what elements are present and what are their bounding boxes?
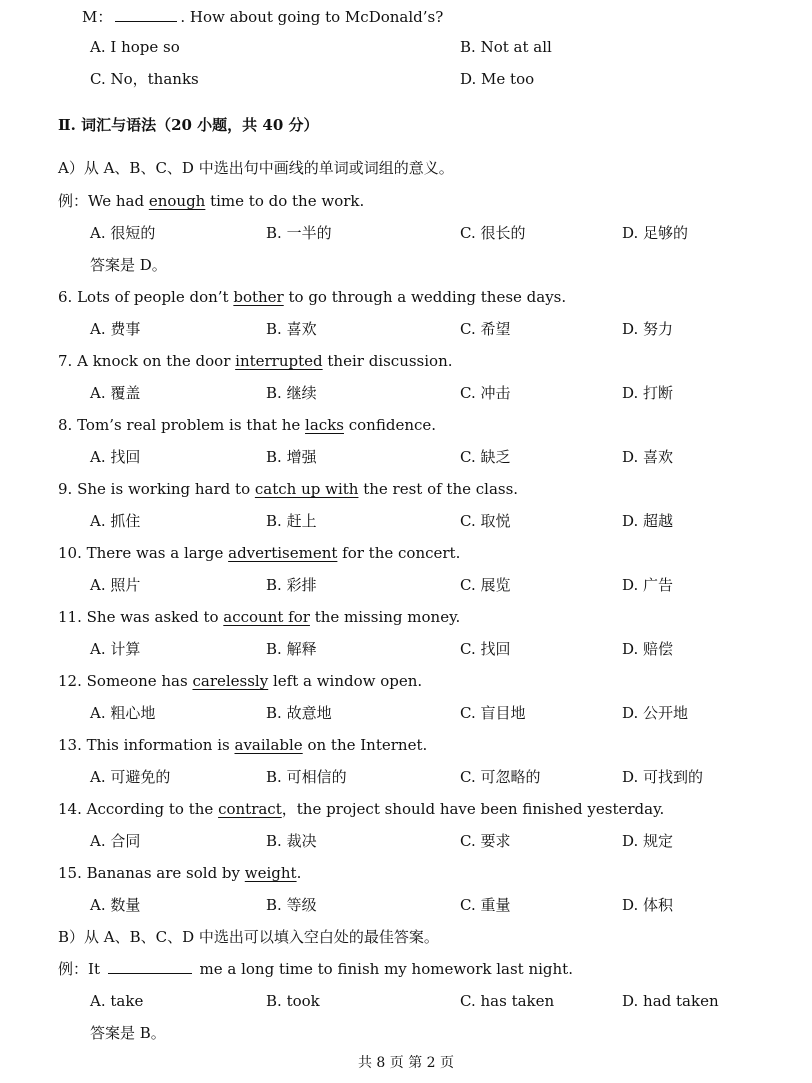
speaker-label: M： <box>82 8 113 26</box>
question-options <box>0 892 812 918</box>
option-c: C. 缺乏 <box>460 448 511 466</box>
option-b: B. 故意地 <box>266 704 332 722</box>
question-stem: 10. There was a large advertisement for the concert. <box>58 544 461 562</box>
underlined-word: advertisement <box>228 544 338 562</box>
option-c: C. 展览 <box>460 576 511 594</box>
option-a: A. 抓住 <box>90 512 141 530</box>
question-options <box>0 316 812 342</box>
underlined-word: lacks <box>305 416 344 434</box>
option-d: D. 超越 <box>622 512 674 530</box>
option-c: C. 重量 <box>460 896 511 914</box>
option-c: C. 盲目地 <box>460 704 526 722</box>
option-d: D. 可找到的 <box>622 768 704 786</box>
question-options <box>0 508 812 534</box>
option-d: D. 努力 <box>622 320 674 338</box>
option-a: A. 数量 <box>90 896 141 914</box>
question-number: 14. <box>58 800 82 818</box>
question-options <box>0 380 812 406</box>
option-d: D. 广告 <box>622 576 674 594</box>
question-options <box>0 444 812 470</box>
question-stem: 9. She is working hard to catch up with the rest of the class. <box>58 480 519 498</box>
underlined-word: carelessly <box>192 672 269 690</box>
question-options <box>0 764 812 790</box>
option-c: C. 找回 <box>460 640 511 658</box>
option-c: C. 要求 <box>460 832 511 850</box>
option-c: C. No，thanks <box>90 70 199 88</box>
option-d: D. had taken <box>622 992 719 1010</box>
option-c: C. 很长的 <box>460 224 526 242</box>
part-b-example-answer: 答案是 B。 <box>90 1024 166 1042</box>
part-a-example-options <box>0 220 812 246</box>
option-a: A. I hope so <box>90 38 180 56</box>
question-stem: 11. She was asked to account for the missing money. <box>58 608 461 626</box>
option-b: B. 喜欢 <box>266 320 317 338</box>
option-c: C. 可忽略的 <box>460 768 541 786</box>
example-label: 例： <box>58 960 89 978</box>
option-c: C. 取悦 <box>460 512 511 530</box>
option-d: D. 规定 <box>622 832 674 850</box>
option-c: C. has taken <box>460 992 555 1010</box>
underlined-word: bother <box>233 288 284 306</box>
underlined-word: catch up with <box>254 480 359 498</box>
option-d: D. 喜欢 <box>622 448 674 466</box>
option-a: A. 计算 <box>90 640 141 658</box>
option-b: B. 解释 <box>266 640 317 658</box>
question-number: 10. <box>58 544 82 562</box>
option-b: B. 继续 <box>266 384 317 402</box>
underlined-word: weight <box>244 864 297 882</box>
dialog-line <box>0 4 812 30</box>
answer-blank <box>108 956 192 974</box>
dialog-text: . How about going to McDonald’s? <box>180 8 444 26</box>
question-stem: 8. Tom’s real problem is that he lacks confidence. <box>58 416 437 434</box>
underlined-word: contract <box>218 800 282 818</box>
option-d: D. 赔偿 <box>622 640 674 658</box>
part-b-example-options <box>0 988 812 1014</box>
question-number: 9. <box>58 480 73 498</box>
question-number: 13. <box>58 736 82 754</box>
part-a-instruction: A）从 A、B、C、D 中选出句中画线的单词或词组的意义。 <box>58 159 454 177</box>
option-b: B. took <box>266 992 320 1010</box>
part-a-example: 例：We had enough time to do the work. <box>58 192 365 210</box>
question-options <box>0 700 812 726</box>
dialog-options-row-1 <box>0 34 812 60</box>
option-d: D. 足够的 <box>622 224 689 242</box>
underlined-word: interrupted <box>235 352 323 370</box>
option-c: C. 冲击 <box>460 384 511 402</box>
option-b: B. 一半的 <box>266 224 332 242</box>
question-options <box>0 572 812 598</box>
option-d: D. 体积 <box>622 896 674 914</box>
question-stem: 14. According to the contract，the project should have been finished yesterday. <box>58 800 665 818</box>
question-number: 7. <box>58 352 73 370</box>
option-b: B. 裁决 <box>266 832 317 850</box>
question-options <box>0 828 812 854</box>
section-title: Ⅱ. 词汇与语法（20 小题，共 40 分） <box>58 116 319 134</box>
page-footer: 共 8 页 第 2 页 <box>357 1055 455 1071</box>
underlined-word: available <box>234 736 303 754</box>
question-stem: 6. Lots of people don’t bother to go through a wedding these days. <box>58 288 567 306</box>
option-a: A. 合同 <box>90 832 141 850</box>
option-a: A. 粗心地 <box>90 704 156 722</box>
option-a: A. take <box>90 992 144 1010</box>
underlined-word: enough <box>148 192 206 210</box>
dialog-options-row-2 <box>0 66 812 92</box>
example-label: 例： <box>58 192 89 210</box>
question-number: 12. <box>58 672 82 690</box>
option-c: C. 希望 <box>460 320 511 338</box>
option-a: A. 覆盖 <box>90 384 141 402</box>
question-stem: 15. Bananas are sold by weight. <box>58 864 302 882</box>
answer-blank <box>115 4 177 22</box>
option-a: A. 可避免的 <box>90 768 171 786</box>
question-number: 8. <box>58 416 73 434</box>
question-number: 6. <box>58 288 73 306</box>
option-b: B. Not at all <box>460 38 552 56</box>
option-b: B. 彩排 <box>266 576 317 594</box>
question-stem: 13. This information is available on the Internet. <box>58 736 428 754</box>
option-d: D. 打断 <box>622 384 674 402</box>
part-b-example: 例：It me a long time to finish my homework last night. <box>0 956 812 982</box>
question-number: 15. <box>58 864 82 882</box>
question-stem: 7. A knock on the door interrupted their discussion. <box>58 352 453 370</box>
question-stem: 12. Someone has carelessly left a window open. <box>58 672 423 690</box>
option-a: A. 很短的 <box>90 224 156 242</box>
part-b-instruction: B）从 A、B、C、D 中选出可以填入空白处的最佳答案。 <box>58 928 439 946</box>
option-a: A. 费事 <box>90 320 141 338</box>
question-options <box>0 636 812 662</box>
option-a: A. 找回 <box>90 448 141 466</box>
option-b: B. 增强 <box>266 448 317 466</box>
option-b: B. 等级 <box>266 896 317 914</box>
underlined-word: account for <box>223 608 310 626</box>
option-b: B. 赶上 <box>266 512 317 530</box>
option-d: D. Me too <box>460 70 535 88</box>
question-number: 11. <box>58 608 82 626</box>
part-a-example-answer: 答案是 D。 <box>90 256 167 274</box>
option-b: B. 可相信的 <box>266 768 347 786</box>
option-d: D. 公开地 <box>622 704 689 722</box>
option-a: A. 照片 <box>90 576 141 594</box>
